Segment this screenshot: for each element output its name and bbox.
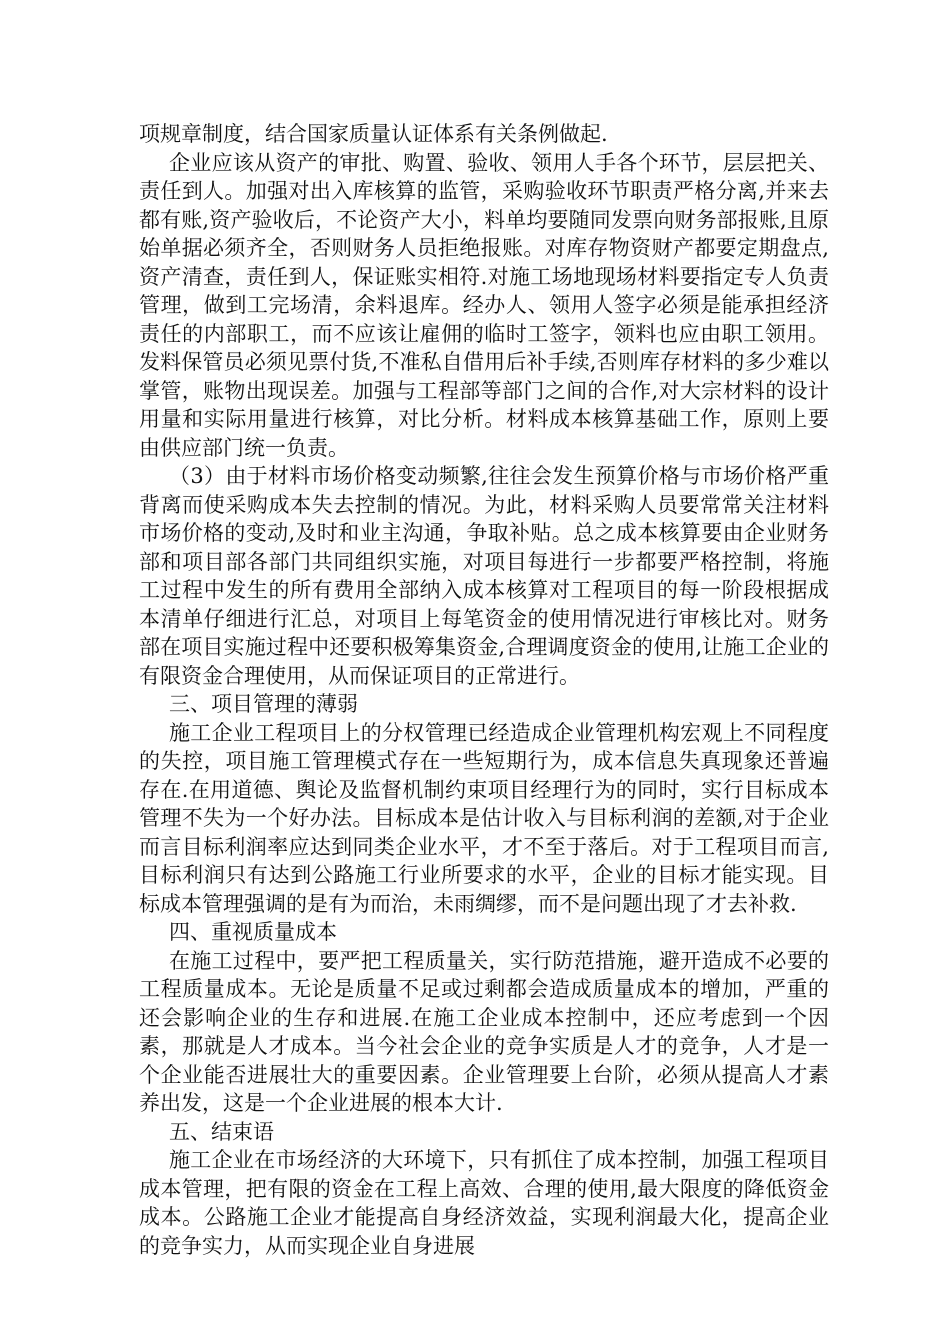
section-heading-5: 五、结束语 (169, 1119, 274, 1144)
paragraph-quality-cost: 在施工过程中，要严把工程质量关，实行防范措施，避开造成不必要的工程质量成本。无论是质量不足或过剩都会造成质量成本的增加，严重的还会影响企业的生存和进展.在施工企业成本控制中，还应考虑到一个因素，那就是人才成本。当今社会企业的竞争实质是人才的竞争，人才是一个企业能否进展壮大的重要因素。企业管理要上台阶，必须从提高人才素养出发，这是一个企业进展的根本大计. (139, 948, 829, 1115)
paragraph-continuation: 项规章制度，结合国家质量认证体系有关条例做起. (139, 122, 608, 146)
section-heading-4: 四、重视质量成本 (169, 920, 337, 944)
document-page (139, 120, 829, 1260)
paragraph-project-management: 施工企业工程项目上的分权管理已经造成企业管理机构宏观上不同程度的失控，项目施工管理模式存在一些短期行为，成本信息失真现象还普遍存在.在用道德、舆论及监督机制约束项目经理行为的同时，实行目标成本管理不失为一个好办法。目标成本是估计收入与目标利润的差额,对于企业而言目标利润率应达到同类企业水平，才不至于落后。对于工程项目而言,目标利润只有达到公路施工行业所要求的水平，企业的目标才能实现。目标成本管理强调的是有为而治，未雨绸缪，而不是问题出现了才去补救. (139, 720, 829, 916)
paragraph-conclusion: 施工企业在市场经济的大环境下，只有抓住了成本控制，加强工程项目成本管理，把有限的资金在工程上高效、合理的使用,最大限度的降低资金成本。公路施工企业才能提高自身经济效益，实现利润最大化，提高企业的竞争实力，从而实现企业自身进展 (139, 1148, 829, 1258)
paragraph-asset-management: 企业应该从资产的审批、购置、验收、领用人手各个环节，层层把关、责任到人。加强对出入库核算的监管，采购验收环节职责严格分离,并来去都有账,资产验收后，不论资产大小，料单均要随同发票向财务部报账,且原始单据必须齐全，否则财务人员拒绝报账。对库存物资财产都要定期盘点,资产清查，责任到人，保证账实相符.对施工场地现场材料要指定专人负责管理，做到工完场清，余料退库。经办人、领用人签字必须是能承担经济责任的内部职工，而不应该让雇佣的临时工签字，领料也应由职工领用。发料保管员必须见票付货,不准私自借用后补手续,否则库存材料的多少难以掌管，账物出现误差。加强与工程部等部门之间的合作,对大宗材料的设计用量和实际用量进行核算，对比分析。材料成本核算基础工作，原则上要由供应部门统一负责。 (139, 150, 829, 460)
section-heading-3: 三、项目管理的薄弱 (169, 692, 358, 716)
paragraph-material-price: （3）由于材料市场价格变动频繁,往往会发生预算价格与市场价格严重背离而使采购成本失去控制的情况。为此，材料采购人员要常常关注材料市场价格的变动,及时和业主沟通，争取补贴。总之成本核算要由企业财务部和项目部各部门共同组织实施，对项目每进行一步都要严格控制，将施工过程中发生的所有费用全部纳入成本核算对工程项目的每一阶段根据成本清单仔细进行汇总，对项目上每笔资金的使用情况进行审核比对。财务部在项目实施过程中还要积极筹集资金,合理调度资金的使用,让施工企业的有限资金合理使用，从而保证项目的正常进行。 (139, 464, 829, 688)
